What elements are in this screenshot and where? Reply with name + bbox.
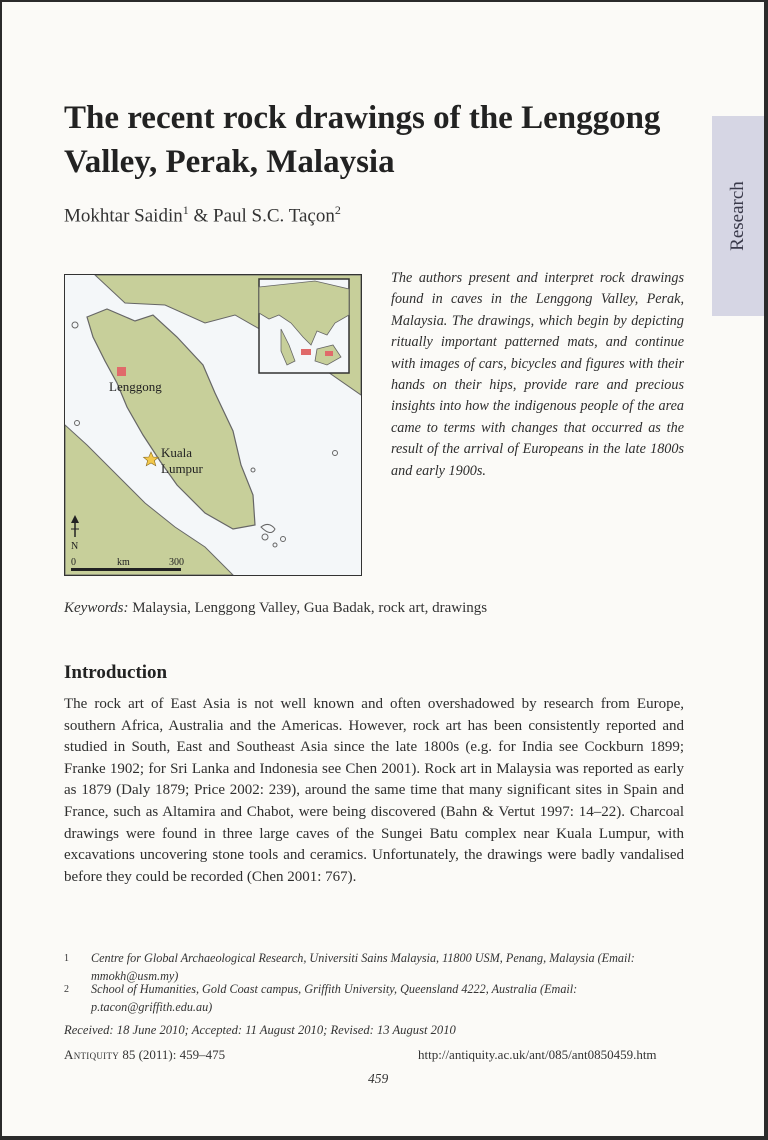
section-tab-label: Research [727,181,748,251]
map-graphic [65,275,361,575]
map-island [72,322,78,328]
author-name: Mokhtar Saidin [64,205,183,227]
footnote-number: 1 [64,953,69,964]
footnote-number: 2 [64,984,69,995]
footnote [64,950,684,985]
map-island [261,524,275,532]
abstract: The authors present and interpret rock drawings found in caves in the Lenggong Valley, Perak, Malaysia. The drawings, which begin by depicting ritually important patterned mats, and continue with images of cars, bicycles and figures with their hands on their hips, provide rare and precious insights into how the indigenous people of the area came to terms with changes that occurred as the result of the arrival of Europeans in the late 1800s and early 1900s. [391,270,684,479]
scale-unit: km [117,557,130,568]
scale-end: 300 [169,557,184,568]
received-dates: Received: 18 June 2010; Accepted: 11 August 2010; Revised: 13 August 2010 [64,1023,456,1037]
author-affiliation-marker: 1 [182,203,189,217]
map-island [262,534,268,540]
article-page [2,2,764,1136]
journal-name: Antiquity [64,1047,120,1062]
map-island [273,543,277,547]
journal-citation [64,1047,225,1063]
inset-map-highlight [325,351,333,356]
map-island [281,537,286,542]
keywords [64,600,487,617]
article-url[interactable]: http://antiquity.ac.uk/ant/085/ant0850459.htm [418,1047,657,1062]
map-island [251,468,255,472]
map-site-label: Lenggong [109,379,162,394]
author-line [64,203,341,227]
author-joiner: & [193,205,209,227]
map-island [75,421,80,426]
introduction-paragraph: The rock art of East Asia is not well known and often overshadowed by research from Europe, southern Africa, Australia and the Americas. However, rock art has been consistently reported and studied in South, East and Southeast Asia since the late 1800s (e.g. for India see Cockburn 1899; Franke 1902; for Sri Lanka and Indonesia see Chen 2001). Rock art in Malaysia was reported as early as 1879 (Daly 1879; Price 2002: 239), around the same time that many significant sites in Spain and France, such as Altamira and Chabot, were being discovered (Bahn & Vertut 1997: 14–22). Charcoal drawings were found in three large caves of the Sungei Batu complex near Kuala Lumpur, with excavations uncovering stone tools and ceramics. Unfortunately, the drawings were badly vandalised before they could be recorded (Chen 2001: 767). [64,696,684,885]
journal-reference: 85 (2011): 459–475 [122,1047,226,1062]
footnote-text: Centre for Global Archaeological Research, Universiti Sains Malaysia, 11800 USM, Penang, Malaysia (Email: mmokh@usm.my) [91,951,635,983]
author-affiliation-marker: 2 [334,203,341,217]
introduction-heading: Introduction [64,662,168,683]
north-label: N [71,541,79,552]
scale-bar [71,568,181,571]
keywords-text: Malaysia, Lenggong Valley, Gua Badak, rock art, drawings [132,600,488,616]
page-number: 459 [368,1071,389,1086]
map-city-label: Lumpur [161,461,203,476]
lenggong-site-marker [117,367,126,376]
map-island [333,451,338,456]
article-title: The recent rock drawings of the Lenggong Valley, Perak, Malaysia [64,100,661,180]
footnote-text: School of Humanities, Gold Coast campus, Griffith University, Queensland 4222, Australia (Email: p.tacon@griffith.edu.au) [91,982,578,1014]
location-map [64,274,362,576]
inset-map-highlight [301,349,311,355]
keywords-label: Keywords: [64,600,129,616]
footnote [64,981,684,1016]
scale-start: 0 [71,557,76,568]
map-city-label: Kuala [161,445,193,460]
author-name: Paul S.C. Taçon [213,205,335,227]
research-section-tab [712,116,764,316]
